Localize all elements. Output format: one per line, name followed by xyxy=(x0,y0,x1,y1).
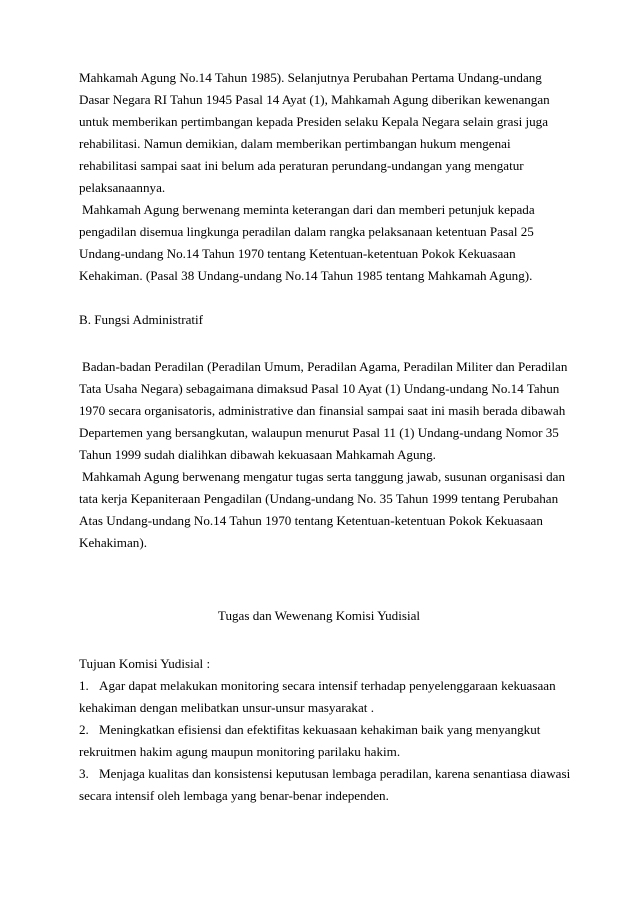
text-line: Kehakiman). xyxy=(79,535,147,550)
text-line: rehabilitasi sampai saat ini belum ada peraturan perundang-undangan yang mengatur xyxy=(79,158,524,173)
paragraph-mahkamah-petunjuk xyxy=(79,199,569,287)
paragraph-badan-peradilan xyxy=(79,356,569,466)
list-number: 3. xyxy=(79,766,89,781)
list-text-continued: secara intensif oleh lembaga yang benar-benar independen. xyxy=(79,788,389,803)
text-line: rehabilitasi. Namun demikian, dalam memberikan pertimbangan hukum mengenai xyxy=(79,136,511,151)
list-item xyxy=(79,719,569,763)
list-number: 2. xyxy=(79,722,89,737)
text-line: untuk memberikan pertimbangan kepada Presiden selaku Kepala Negara selain grasi juga xyxy=(79,114,549,129)
text-line: Tahun 1999 sudah dialihkan dibawah kekuasaan Mahkamah Agung. xyxy=(79,447,436,462)
text-line: Mahkamah Agung berwenang meminta keterangan dari dan memberi petunjuk kepada xyxy=(82,202,535,217)
tujuan-heading: Tujuan Komisi Yudisial : xyxy=(79,656,211,671)
text-line: Dasar Negara RI Tahun 1945 Pasal 14 Ayat (1), Mahkamah Agung diberikan kewenangan xyxy=(79,92,550,107)
list-text-continued: kehakiman dengan melibatkan unsur-unsur masyarakat . xyxy=(79,700,374,715)
text-line: Mahkamah Agung berwenang mengatur tugas serta tanggung jawab, susunan organisasi dan xyxy=(82,469,566,484)
section-heading: B. Fungsi Administratif xyxy=(79,312,204,327)
text-line: 1970 secara organisatoris, administrative dan finansial sampai saat ini masih berada dibawah xyxy=(79,403,566,418)
text-line: Atas Undang-undang No.14 Tahun 1970 tentang Ketentuan-ketentuan Pokok Kekuasaan xyxy=(79,513,543,528)
paragraph-kepaniteraan xyxy=(79,466,569,554)
list-text: Agar dapat melakukan monitoring secara intensif terhadap penyelenggaraan kekuasaan xyxy=(99,678,556,693)
section-b-heading xyxy=(79,309,569,331)
text-line: Mahkamah Agung No.14 Tahun 1985). Selanjutnya Perubahan Pertama Undang-undang xyxy=(79,70,542,85)
text-line: Tata Usaha Negara) sebagaimana dimaksud Pasal 10 Ayat (1) Undang-undang No.14 Tahun xyxy=(79,381,560,396)
text-line: pengadilan disemua lingkunga peradilan dalam rangka pelaksanaan ketentuan Pasal 25 xyxy=(79,224,534,239)
text-line: tata kerja Kepaniteraan Pengadilan (Undang-undang No. 35 Tahun 1999 tentang Perubahan xyxy=(79,491,559,506)
section-title: Tugas dan Wewenang Komisi Yudisial xyxy=(217,608,421,623)
text-line: Departemen yang bersangkutan, walaupun menurut Pasal 11 (1) Undang-undang Nomor 35 xyxy=(79,425,559,440)
text-line: pelaksanaannya. xyxy=(79,180,166,195)
text-line: Kehakiman. (Pasal 38 Undang-undang No.14 Tahun 1985 tentang Mahkamah Agung). xyxy=(79,268,533,283)
paragraph-continuation xyxy=(79,67,569,199)
tujuan-section xyxy=(79,653,569,807)
text-line: Badan-badan Peradilan (Peradilan Umum, Peradilan Agama, Peradilan Militer dan Peradilan xyxy=(82,359,568,374)
list-number: 1. xyxy=(79,678,89,693)
text-line: Undang-undang No.14 Tahun 1970 tentang Ketentuan-ketentuan Pokok Kekuasaan xyxy=(79,246,516,261)
list-item xyxy=(79,675,569,719)
list-text: Meningkatkan efisiensi dan efektifitas kekuasaan kehakiman baik yang menyangkut xyxy=(99,722,541,737)
list-text-continued: rekruitmen hakim agung maupun monitoring parilaku hakim. xyxy=(79,744,401,759)
list-text: Menjaga kualitas dan konsistensi keputusan lembaga peradilan, karena senantiasa diawasi xyxy=(99,766,571,781)
list-item xyxy=(79,763,569,807)
